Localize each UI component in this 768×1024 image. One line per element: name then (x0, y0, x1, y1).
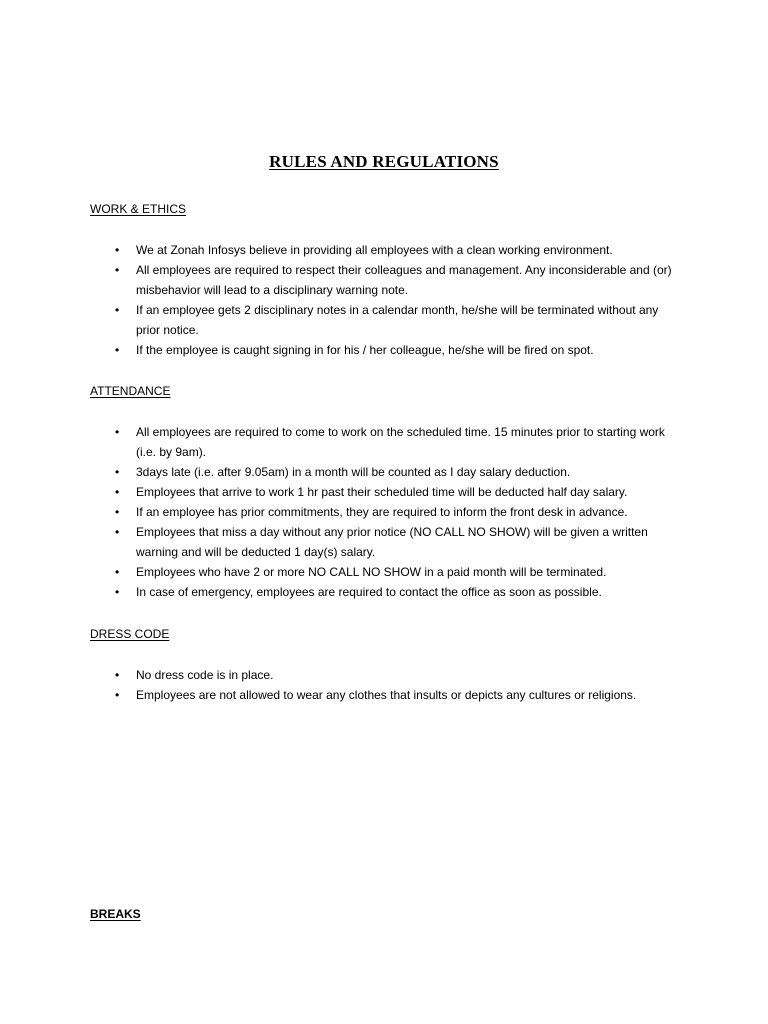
section-heading-attendance: ATTENDANCE (90, 384, 171, 398)
list-item: • Employees that miss a day without any prior notice (NO CALL NO SHOW) will be given a written warning and will be deducted 1 day(s) salary. (0, 522, 676, 562)
list-item: • All employees are required to respect their colleagues and management. Any inconsiderable and (or) misbehavior will lead to a disciplinary warning note. (0, 260, 676, 300)
bullet-icon: • (115, 668, 120, 682)
list-item: • Employees are not allowed to wear any clothes that insults or depicts any cultures or religions. (0, 685, 676, 705)
list-item: • Employees that arrive to work 1 hr past their scheduled time will be deducted half day salary. (0, 482, 676, 502)
bullet-icon: • (115, 485, 120, 499)
bullet-icon: • (115, 425, 120, 439)
list-item: • If an employee has prior commitments, they are required to inform the front desk in advance. (0, 502, 676, 522)
section-heading-breaks: BREAKS (90, 907, 141, 921)
section-heading-dress-code: DRESS CODE (90, 627, 170, 641)
page-title: RULES AND REGULATIONS (269, 152, 499, 171)
bullet-icon: • (115, 465, 120, 479)
list-item: • In case of emergency, employees are required to contact the office as soon as possible. (0, 582, 676, 602)
list-item: • All employees are required to come to work on the scheduled time. 15 minutes prior to starting work (i.e. by 9am). (0, 422, 676, 462)
list-item: • 3days late (i.e. after 9.05am) in a month will be counted as I day salary deduction. (0, 462, 676, 482)
attendance-list (0, 422, 768, 602)
section-heading-work-ethics: WORK & ETHICS (90, 202, 187, 216)
bullet-icon: • (115, 525, 120, 539)
bullet-icon: • (115, 243, 120, 257)
bullet-icon: • (115, 688, 120, 702)
list-item: • No dress code is in place. (0, 665, 676, 685)
bullet-icon: • (115, 505, 120, 519)
list-item: • We at Zonah Infosys believe in providing all employees with a clean working environment. (0, 240, 676, 260)
list-item: • If an employee gets 2 disciplinary notes in a calendar month, he/she will be terminated without any prior notice. (0, 300, 676, 340)
bullet-icon: • (115, 343, 120, 357)
list-item: • Employees who have 2 or more NO CALL NO SHOW in a paid month will be terminated. (0, 562, 676, 582)
bullet-icon: • (115, 565, 120, 579)
work-ethics-list (0, 240, 768, 360)
dress-code-list (0, 665, 768, 705)
list-item: • If the employee is caught signing in for his / her colleague, he/she will be fired on spot. (0, 340, 676, 360)
bullet-icon: • (115, 263, 120, 277)
bullet-icon: • (115, 303, 120, 317)
bullet-icon: • (115, 585, 120, 599)
